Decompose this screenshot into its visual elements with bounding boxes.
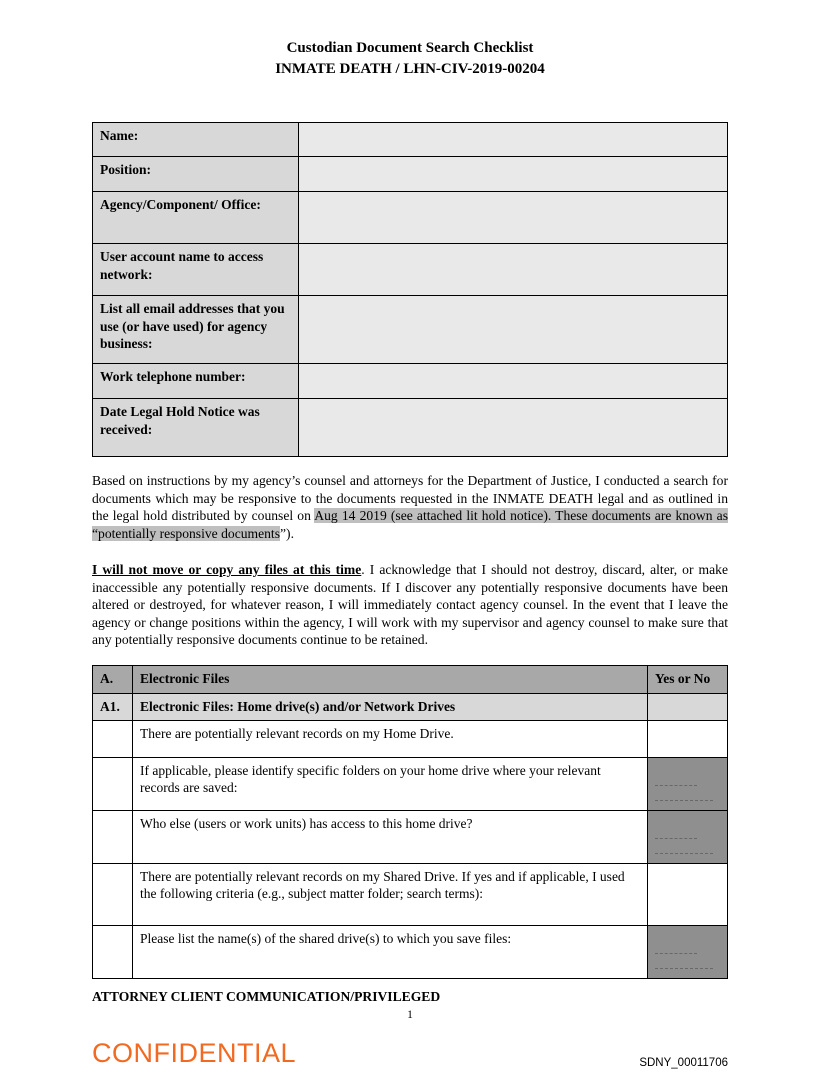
answer-cell[interactable] [648,863,728,925]
checklist-subheader-row [93,693,728,720]
field-value-agency[interactable] [299,192,728,244]
field-label-position: Position: [93,157,299,192]
field-label-name: Name: [93,123,299,157]
checklist-row [93,757,728,810]
field-value-legal-hold-date[interactable] [299,399,728,457]
checklist-question: Who else (users or work units) has access to this home drive? [133,810,648,863]
table-row [93,123,728,157]
acknowledgment-paragraph [92,561,728,649]
intro-text-end: ”). [280,525,294,541]
answer-cell-shaded[interactable] [648,925,728,978]
acknowledgment-rest: . I acknowledge that I should not destroy, discard, alter, or make inaccessible any potentially responsive documents. If I discover any potentially responsive documents have been altered or destroyed, for whatever reason, I will immediately contact agency counsel. In the event that I leave the agency or change positions within the agency, I will work with my supervisor and agency counsel to make sure that any potentially responsive documents continue to be retained. [92,562,728,647]
section-title: Electronic Files [133,665,648,693]
checklist-row [93,720,728,757]
checklist-question: There are potentially relevant records on my Shared Drive. If yes and if applicable, I used the following criteria (e.g., subject matter folder; search terms): [133,863,648,925]
field-label-agency: Agency/Component/ Office: [93,192,299,244]
subsection-id: A1. [93,693,133,720]
row-id-cell [93,757,133,810]
custodian-info-table [92,122,728,457]
subsection-title: Electronic Files: Home drive(s) and/or Network Drives [133,693,648,720]
privilege-notice: ATTORNEY CLIENT COMMUNICATION/PRIVILEGED [92,988,441,1004]
title-line-2: INMATE DEATH / LHN-CIV-2019-00204 [275,61,545,77]
row-id-cell [93,720,133,757]
table-row [93,399,728,457]
highlighted-text: Aug 14 2019 (see attached lit hold notice). These documents are known as “potentially responsive documents [92,508,728,541]
field-value-name[interactable] [299,123,728,157]
checklist-question: If applicable, please identify specific folders on your home drive where your relevant records are saved: [133,757,648,810]
answer-column-header: Yes or No [648,665,728,693]
subsection-answer-cell [648,693,728,720]
field-label-legal-hold-date: Date Legal Hold Notice was received: [93,399,299,457]
checklist-row [93,925,728,978]
table-row [93,192,728,244]
answer-cell[interactable] [648,720,728,757]
field-label-user-account: User account name to access network: [93,244,299,296]
document-title [92,38,728,80]
answer-cell-shaded[interactable] [648,810,728,863]
document-content [92,38,728,1021]
field-value-email-addresses[interactable] [299,296,728,364]
answer-cell-shaded[interactable] [648,757,728,810]
checklist-question: There are potentially relevant records on my Home Drive. [133,720,648,757]
field-value-position[interactable] [299,157,728,192]
section-id: A. [93,665,133,693]
page-number: 1 [407,1008,413,1021]
checklist-row [93,863,728,925]
confidential-stamp: CONFIDENTIAL [92,1038,297,1068]
row-id-cell [93,810,133,863]
table-row [93,157,728,192]
title-line-1: Custodian Document Search Checklist [286,40,534,56]
row-id-cell [93,925,133,978]
intro-text: Based on instructions by my agency’s counsel and attorneys for the Department of Justice, I conducted a search for documents which may be responsive to the documents requested in the INMATE DEATH legal and as outlined in the legal hold distributed by counsel on [92,473,728,523]
row-id-cell [93,863,133,925]
checklist-table [92,665,728,979]
field-label-work-phone: Work telephone number: [93,364,299,399]
acknowledgment-lead: I will not move or copy any files at this time [92,562,362,577]
table-row [93,296,728,364]
intro-paragraph [92,472,728,542]
field-label-email-addresses: List all email addresses that you use (or have used) for agency business: [93,296,299,364]
checklist-row [93,810,728,863]
table-row [93,244,728,296]
field-value-work-phone[interactable] [299,364,728,399]
table-row [93,364,728,399]
checklist-header-row [93,665,728,693]
field-value-user-account[interactable] [299,244,728,296]
bates-number: SDNY_00011706 [639,1057,728,1069]
checklist-question: Please list the name(s) of the shared drive(s) to which you save files: [133,925,648,978]
